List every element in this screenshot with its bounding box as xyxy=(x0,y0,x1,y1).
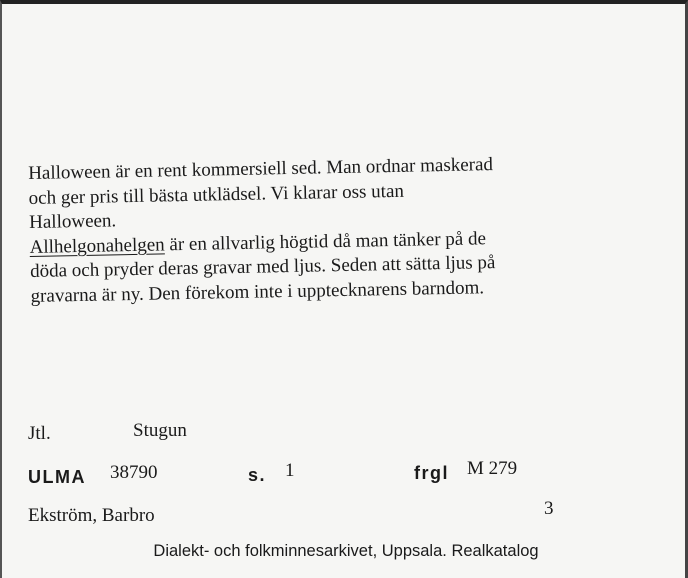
question-number: M 279 xyxy=(467,458,518,479)
question-label: frgl xyxy=(414,463,449,483)
archive-footer: Dialekt- och folkminnesarkivet, Uppsala. Realkatalog xyxy=(153,542,539,560)
note-line-3: Halloween. xyxy=(28,210,117,233)
recorder-name: Ekström, Barbro xyxy=(28,505,155,526)
page-label: s. xyxy=(248,465,267,485)
note-text xyxy=(28,150,671,309)
note-line-5: döda och pryder deras gravar med ljus. Seden att sätta ljus på xyxy=(29,252,496,282)
underlined-term: Allhelgonahelgen xyxy=(29,233,165,258)
note-line-6: gravarna är ny. Den förekom inte i upptecknarens barndom. xyxy=(30,276,485,307)
note-line-4-rest: är en allvarlig högtid då man tänker på de xyxy=(164,227,487,255)
archive-number: 38790 xyxy=(110,462,158,483)
card-number: 3 xyxy=(544,498,554,519)
archive-label: ULMA xyxy=(28,467,86,487)
page-number: 1 xyxy=(285,460,295,481)
province-field: Jtl. xyxy=(28,423,51,444)
note-line-1: Halloween är en rent kommersiell sed. Man ordnar maskerad xyxy=(28,154,494,184)
parish-field: Stugun xyxy=(133,420,187,441)
note-line-2: och ger pris till bästa utklädsel. Vi klarar oss utan xyxy=(28,180,405,209)
